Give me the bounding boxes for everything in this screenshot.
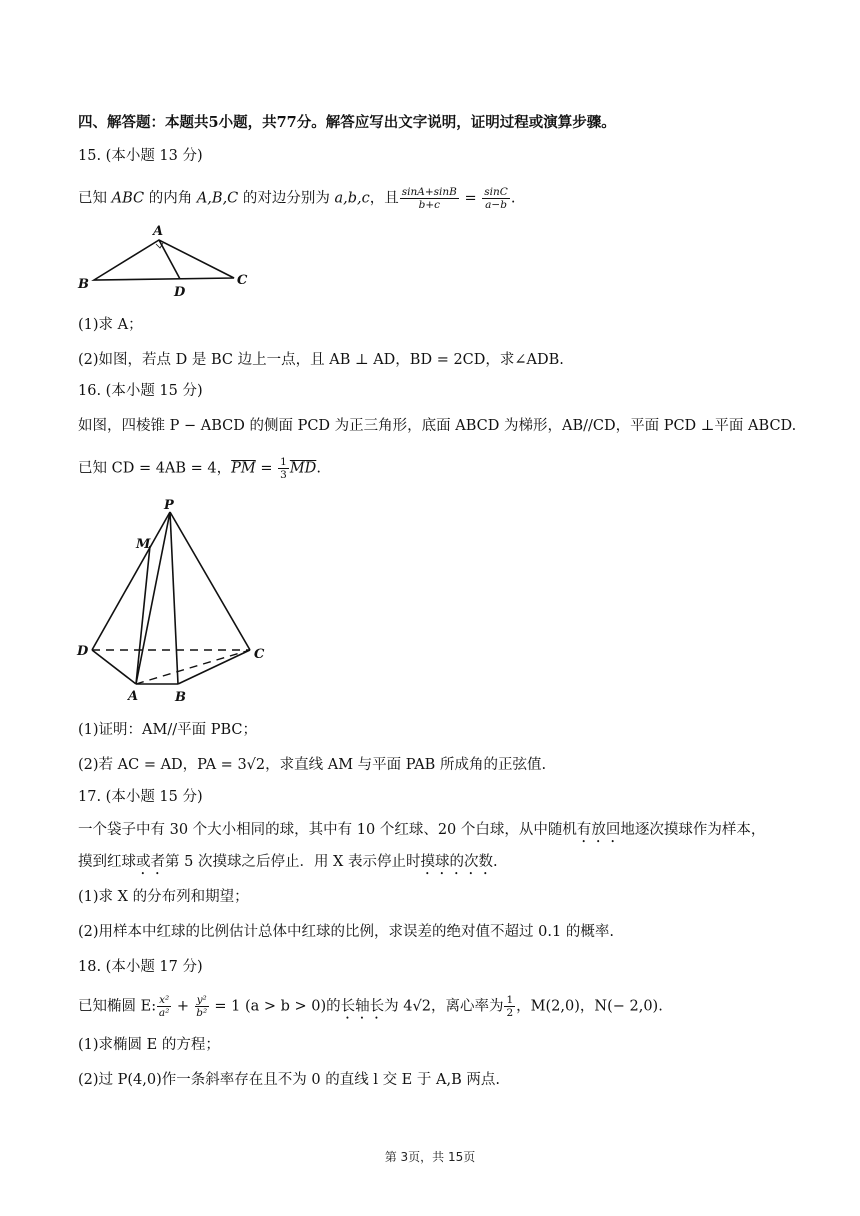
label-d: D (174, 285, 186, 300)
q16-part2: (2)若 AC = AD，PA = 3√2，求直线 AM 与平面 PAB 所成角的正弦值. (78, 757, 547, 773)
section-title: 四、解答题：本题共5小题，共77分。解答应写出文字说明，证明过程或演算步骤。 (78, 114, 616, 131)
q15-part1: (1)求 A； (78, 317, 143, 333)
label-m: M (136, 537, 151, 552)
q18-part1: (1)求椭圆 E 的方程； (78, 1037, 220, 1053)
q16-fraction: $\frac{1}{3}$ (280, 456, 287, 481)
q15-triangle-figure (74, 220, 264, 302)
q15-stem: 已知 ABC 的内角 A,B,C 的对边分别为 a,b,c，且 $\frac{\sin A+\sin B}{b+c}$ = $\frac{\sin C}{a-b}$ . (78, 186, 516, 211)
q17-stem-2: 摸到红球或者第 5 次摸球之后停止．用 X 表示停止时摸球的次数. (78, 854, 498, 870)
triangle-abc (94, 240, 234, 280)
edge-pc (170, 512, 250, 650)
q18-header: 18. (本小题 17 分) (78, 959, 203, 975)
q17-part2: (2)用样本中红球的比例估计总体中红球的比例，求误差的绝对值不超过 0.1 的概率. (78, 924, 614, 940)
q15-fraction-right: $\frac{\sin C}{a-b}$ (484, 186, 508, 211)
q18-part2: (2)过 P(4,0)作一条斜率存在且不为 0 的直线 l 交 E 于 A,B 两点. (78, 1072, 500, 1088)
q16-pyramid-figure (74, 494, 274, 706)
label-b: B (78, 277, 89, 292)
q15-part2: (2)如图，若点 D 是 BC 边上一点，且 AB ⊥ AD，BD = 2CD，求∠ADB. (78, 352, 564, 368)
label-b: B (175, 690, 186, 705)
q15-fraction-left: $\frac{\sin A+\sin B}{b+c}$ (401, 186, 457, 211)
q17-stem-1: 一个袋子中有 30 个大小相同的球，其中有 10 个红球、20 个白球，从中随机有放回地逐次摸球作为样本， (78, 822, 766, 838)
edge-da (92, 650, 136, 684)
q16-stem-2: 已知 CD = 4AB = 4，$\overline{PM}$ = $\frac{1}{3}$ $\overline{MD}$. (78, 456, 321, 481)
q18-stem: 已知椭圆 E: $\frac{\text{x²}}{\text{a²}}$ + $\frac{\text{y²}}{\text{b²}}$ = 1 (a > b > 0)的长轴长为 4√2，离心率为 $\frac{1}{2}$ ，M(2,0)，N(− 2,0). (78, 994, 663, 1019)
edge-ac-hidden (136, 650, 250, 684)
edge-bc (178, 650, 250, 684)
label-d: D (77, 644, 89, 659)
q16-part1: (1)证明：AM//平面 PBC； (78, 722, 258, 738)
q18-fraction-y: $\frac{\text{y²}}{\text{b²}}$ (196, 994, 208, 1019)
edge-pb (170, 512, 178, 684)
label-p: P (164, 498, 174, 513)
q17-header: 17. (本小题 15 分) (78, 789, 203, 805)
right-angle-mark (156, 243, 163, 248)
q18-fraction-e: $\frac{1}{2}$ (506, 994, 514, 1019)
q18-fraction-x: $\frac{\text{x²}}{\text{a²}}$ (158, 994, 170, 1019)
label-c: C (237, 273, 248, 288)
label-a: A (153, 224, 164, 239)
label-c: C (254, 647, 265, 662)
q16-header: 16. (本小题 15 分) (78, 383, 203, 399)
q17-part1: (1)求 X 的分布列和期望； (78, 889, 249, 905)
segment-am (136, 546, 150, 684)
label-a: A (128, 689, 139, 704)
page-footer: 第 3页，共 15页 (384, 1150, 476, 1164)
edge-pd (92, 512, 170, 650)
q16-stem-1: 如图，四棱锥 P − ABCD 的侧面 PCD 为正三角形，底面 ABCD 为梯形，AB//CD，平面 PCD ⊥平面 ABCD. (78, 418, 797, 434)
q15-header: 15. (本小题 13 分) (78, 148, 203, 164)
